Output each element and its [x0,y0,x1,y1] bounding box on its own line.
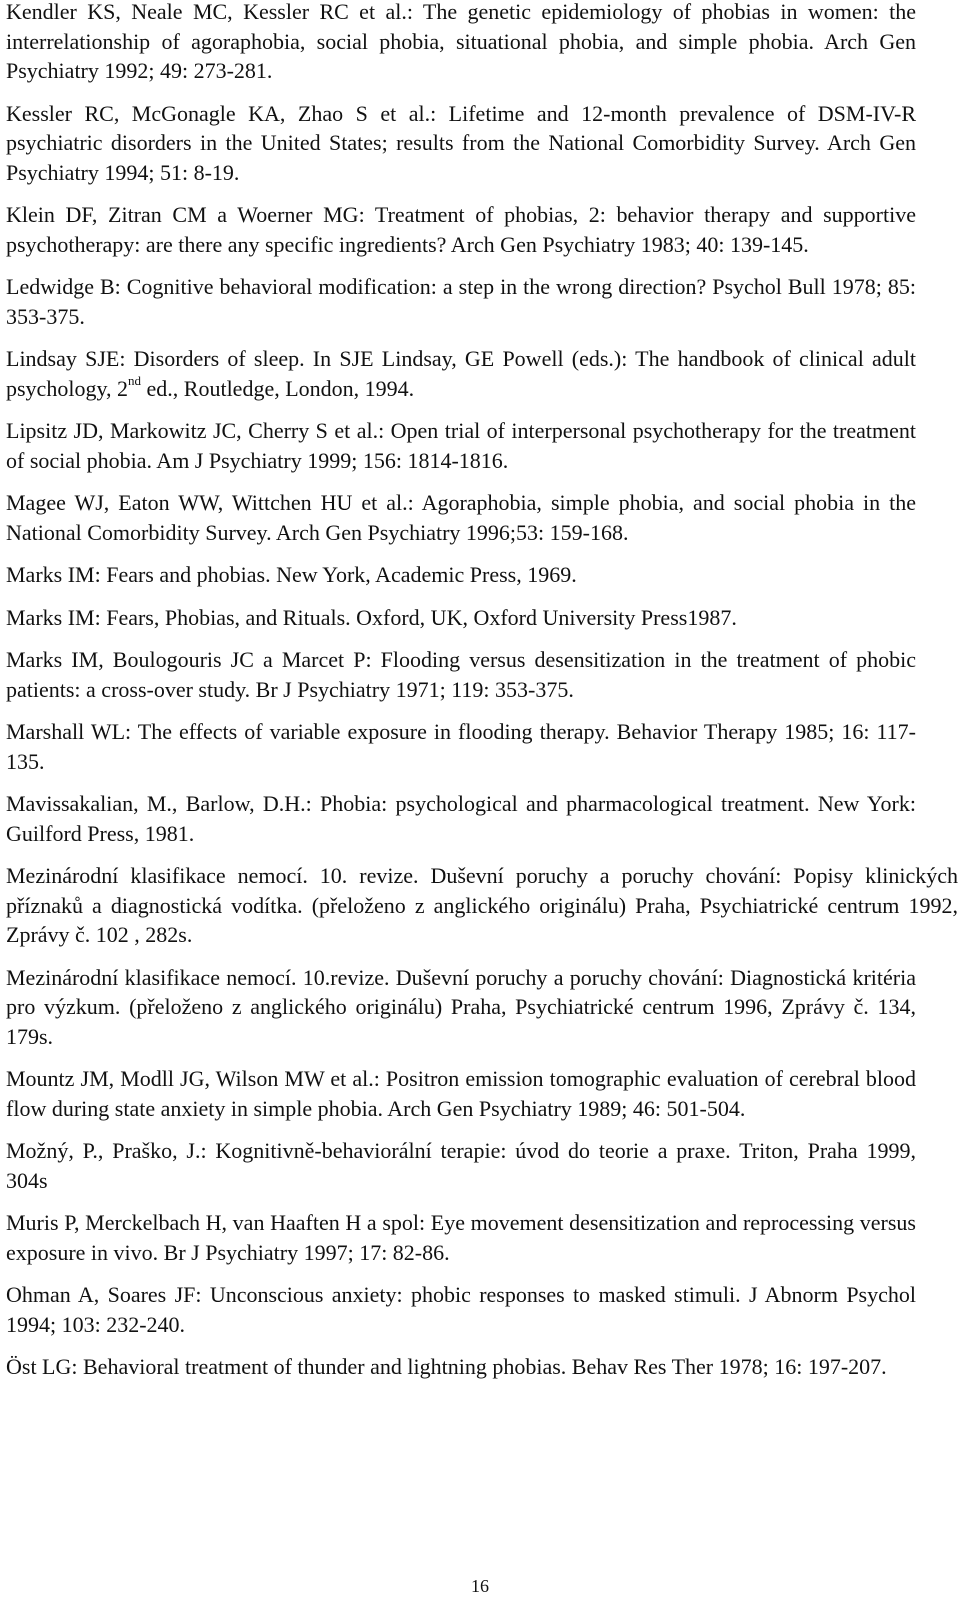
reference-item: Kessler RC, McGonagle KA, Zhao S et al.: Lifetime and 12-month prevalence of DSM-IV-R psychiatric disorders in the United States; results from the National Comorbidity Survey. Arch Gen Psychiatry 1994; 51: 8-19. [6,100,916,185]
reference-item: Možný, P., Praško, J.: Kognitivně-behaviorální terapie: úvod do teorie a praxe. Triton, Praha 1999, 304s [6,1138,916,1193]
reference-item: Ledwidge B: Cognitive behavioral modification: a step in the wrong direction? Psychol Bull 1978; 85: 353-375. [6,274,916,329]
reference-item: Muris P, Merckelbach H, van Haaften H a spol: Eye movement desensitization and reprocessing versus exposure in vivo. Br J Psychiatry 1997; 17: 82-86. [6,1210,916,1265]
superscript-ordinal: nd [128,373,142,389]
reference-item: Ohman A, Soares JF: Unconscious anxiety: phobic responses to masked stimuli. J Abnorm Psychol 1994; 103: 232-240. [6,1282,916,1337]
reference-item [6,344,916,403]
reference-item: Marshall WL: The effects of variable exposure in flooding therapy. Behavior Therapy 1985; 16: 117-135. [6,719,916,774]
reference-text: ed., Routledge, London, 1994. [141,375,415,401]
reference-text: Lindsay SJE: Disorders of sleep. In SJE Lindsay, GE Powell (eds.): The handbook of clinical adult psychology, 2 [6,346,916,401]
reference-item: Öst LG: Behavioral treatment of thunder and lightning phobias. Behav Res Ther 1978; 16: 197-207. [6,1354,887,1379]
page-number: 16 [471,1576,489,1596]
reference-item: Marks IM, Boulogouris JC a Marcet P: Flooding versus desensitization in the treatment of phobic patients: a cross-over study. Br J Psychiatry 1971; 119: 353-375. [6,647,916,702]
reference-item: Kendler KS, Neale MC, Kessler RC et al.: The genetic epidemiology of phobias in women: the interrelationship of agoraphobia, social phobia, situational phobia, and simple phobia. Arch Gen Psychiatry 1992; 49: 273-281. [6,0,916,83]
reference-item: Marks IM: Fears and phobias. New York, Academic Press, 1969. [6,562,577,587]
reference-item: Marks IM: Fears, Phobias, and Rituals. Oxford, UK, Oxford University Press1987. [6,604,737,630]
reference-item: Mezinárodní klasifikace nemocí. 10. revize. Duševní poruchy a poruchy chování: Popisy klinických příznaků a diagnostická vodítka. (přeloženo z anglického originálu) Praha, Psychiatrické centrum 1992, Zprávy č. 102 , 282s. [6,863,958,947]
reference-item: Mezinárodní klasifikace nemocí. 10.revize. Duševní poruchy a poruchy chování: Diagnostická kritéria pro výzkum. (přeloženo z anglického originálu) Praha, Psychiatrické centrum 1996, Zprávy č. 134, 179s. [6,964,916,1049]
reference-list [6,0,958,1382]
reference-item: Klein DF, Zitran CM a Woerner MG: Treatment of phobias, 2: behavior therapy and supportive psychotherapy: are there any specific ingredients? Arch Gen Psychiatry 1983; 40: 139-145. [6,202,916,257]
reference-item: Mavissakalian, M., Barlow, D.H.: Phobia: psychological and pharmacological treatment. New York: Guilford Press, 1981. [6,791,916,846]
reference-page [6,0,958,1382]
reference-item: Lipsitz JD, Markowitz JC, Cherry S et al.: Open trial of interpersonal psychotherapy for the treatment of social phobia. Am J Psychiatry 1999; 156: 1814-1816. [6,418,916,473]
reference-item: Magee WJ, Eaton WW, Wittchen HU et al.: Agoraphobia, simple phobia, and social phobia in the National Comorbidity Survey. Arch Gen Psychiatry 1996;53: 159-168. [6,490,916,545]
reference-item: Mountz JM, Modll JG, Wilson MW et al.: Positron emission tomographic evaluation of cerebral blood flow during state anxiety in simple phobia. Arch Gen Psychiatry 1989; 46: 501-504. [6,1066,916,1121]
